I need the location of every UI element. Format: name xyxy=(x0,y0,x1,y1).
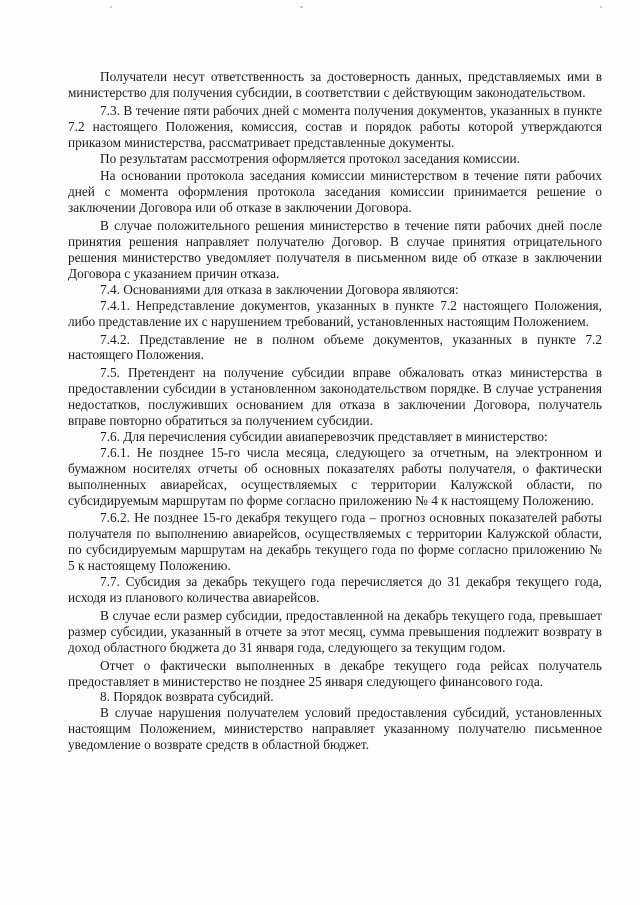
paragraph: 7.6. Для перечисления субсидии авиаперевозчик представляет в министерство: xyxy=(100,428,548,444)
paragraph: 7.3. В течение пяти рабочих дней с момента получения документов, указанных в пункте 7.2 настоящего Положения, комиссия, состав и порядок работы которой утверждаются приказом министерства, рассматривает представленные документы. xyxy=(68,102,602,150)
paragraph: В случае положительного решения министерство в течение пяти рабочих дней после принятия решения направляет получателю Договор. В случае принятия отрицательного решения министерство уведомляет получателя в письменном виде об отказе в заключении Договора с указанием причин отказа. xyxy=(68,218,602,281)
paragraph: В случае если размер субсидии, предоставленной на декабрь текущего года, превышает размер субсидии, указанный в отчете за этот месяц, сумма превышения подлежит возврату в доход областного бюджета до 31 января года, следующего за текущим годом. xyxy=(68,607,602,655)
paragraph: 7.5. Претендент на получение субсидии вправе обжаловать отказ министерства в предоставлении субсидии в установленном законодательством порядке. В случае устранения недостатков, послуживших основанием для отказа в заключении Договора, получатель вправе повторно обратиться за получением субсидии. xyxy=(68,365,602,429)
paragraph: 7.4.2. Представление не в полном объеме документов, указанных в пункте 7.2 настоящего Положения. xyxy=(68,331,602,363)
paragraph: По результатам рассмотрения оформляется протокол заседания комиссии. xyxy=(100,150,520,166)
paragraph: В случае нарушения получателем условий предоставления субсидий, установленных настоящим Положением, министерство направляет указанному получателю письменное уведомление о возврате средств в областной бюджет. xyxy=(68,705,602,753)
paragraph: 7.4. Основаниями для отказа в заключении Договора являются: xyxy=(100,281,459,297)
section-heading: 8. Порядок возврата субсидий. xyxy=(100,689,274,705)
paragraph: Отчет о фактически выполненных в декабре текущего года рейсах получатель предоставляет в министерство не позднее 25 января следующего финансового года. xyxy=(68,657,602,689)
paragraph: 7.6.2. Не позднее 15-го декабря текущего года – прогноз основных показателей работы получателя по выполнению авиарейсов, осуществляемых с территории Калужской области, по субсидируемым маршрутам на декабрь текущего года по форме согласно приложению № 5 к настоящему Положению. xyxy=(68,510,602,574)
scan-speck xyxy=(110,6,112,8)
paragraph: На основании протокола заседания комиссии министерством в течение пяти рабочих дней с момента оформления протокола заседания комиссии принимается решение о заключении Договора или об отказе в заключении Договора. xyxy=(68,168,602,216)
paragraph: 7.4.1. Непредставление документов, указанных в пункте 7.2 настоящего Положения, либо представление их с нарушением требований, установленных настоящим Положением. xyxy=(68,297,602,329)
document-body xyxy=(68,69,602,753)
scan-speck xyxy=(300,6,303,8)
scan-speck xyxy=(600,6,602,8)
paragraph: Получатели несут ответственность за достоверность данных, представляемых ими в министерство для получения субсидии, в соответствии с действующим законодательством. xyxy=(68,69,602,100)
paragraph: 7.6.1. Не позднее 15-го числа месяца, следующего за отчетным, на электронном и бумажном носителях отчеты об основных показателях работы получателя, о фактически выполненных авиарейсах, осуществляемых с территории Калужской области, по субсидируемым маршрутам по форме согласно приложению № 4 к настоящему Положению. xyxy=(68,444,602,508)
paragraph: 7.7. Субсидия за декабрь текущего года перечисляется до 31 декабря текущего года, исходя из планового количества авиарейсов. xyxy=(68,574,602,605)
